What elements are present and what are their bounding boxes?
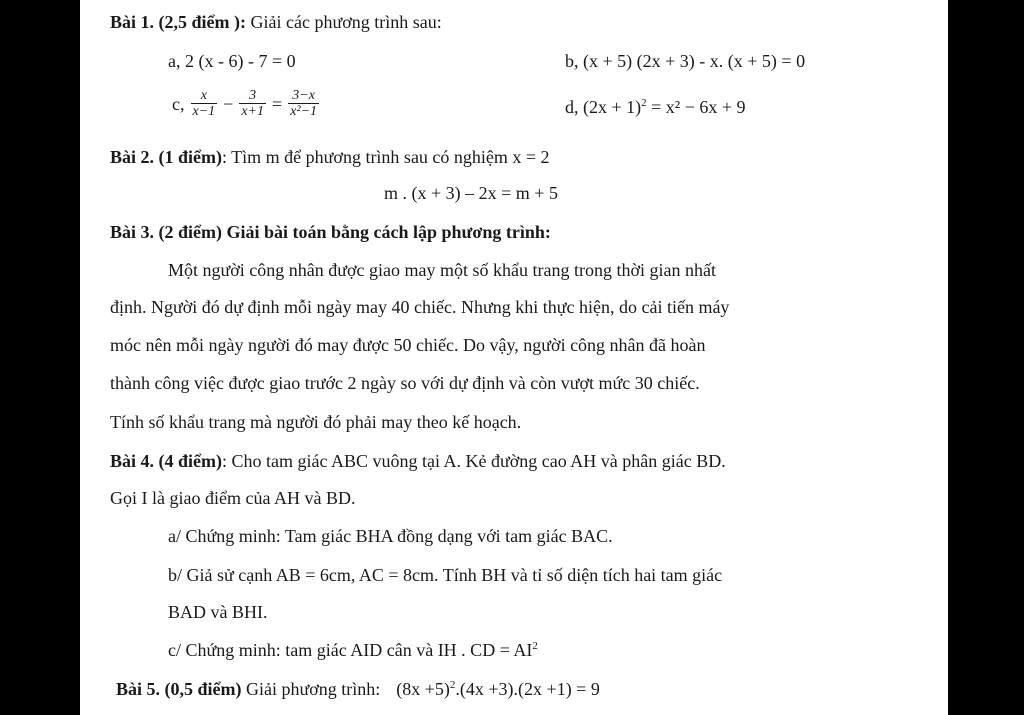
bai3-line-4: thành công việc được giao trước 2 ngày so với dự định và còn vượt mức 30 chiếc. xyxy=(110,373,700,393)
bai1-c xyxy=(168,82,321,124)
bai5-eq-part-a: (8x +5) xyxy=(396,679,450,699)
bai3-heading: Bài 3. (2 điểm) Giải bài toán bằng cách lập phương trình: xyxy=(110,222,551,242)
bai5-eq-part-b: .(4x +3).(2x +1) = 9 xyxy=(455,679,600,699)
bai5-heading: Bài 5. (0,5 điểm) xyxy=(116,679,242,699)
fraction-1-numerator: x xyxy=(200,88,207,104)
bai4-line-1 xyxy=(110,449,726,473)
bai4-text: : Cho tam giác ABC vuông tại A. Kẻ đường cao AH và phân giác BD. xyxy=(222,451,726,471)
bai2-equation: m . (x + 3) – 2x = m + 5 xyxy=(384,183,558,203)
bai1-c-label: c, xyxy=(172,93,185,114)
bai3-line-2: định. Người đó dự định mỗi ngày may 40 chiếc. Nhưng khi thực hiện, do cải tiến máy xyxy=(110,297,730,317)
bai3-line-5: Tính số khẩu trang mà người đó phải may theo kế hoạch. xyxy=(110,412,522,432)
bai4-line-2: Gọi I là giao điểm của AH và BD. xyxy=(110,488,356,508)
bai3-line-3: móc nên mỗi ngày người đó may được 50 chiếc. Do vậy, người công nhân đã hoàn xyxy=(110,335,706,355)
bai1-line xyxy=(110,10,442,34)
bai1-d-lhs: d, (2x + 1) xyxy=(565,97,642,117)
document-page xyxy=(80,0,948,715)
bai4-c-text: c/ Chứng minh: tam giác AID cân và IH . CD = AI xyxy=(168,640,533,660)
fraction-3 xyxy=(288,88,319,119)
bai4-c-exponent: 2 xyxy=(532,640,538,652)
bai1-a: a, 2 (x - 6) - 7 = 0 xyxy=(168,51,296,71)
bai5-equation xyxy=(396,679,600,699)
bai2-text: : Tìm m để phương trình sau có nghiệm x = 2 xyxy=(222,147,550,167)
bai4-heading: Bài 4. (4 điểm) xyxy=(110,451,222,471)
bai5-line xyxy=(116,677,600,701)
bai2-heading: Bài 2. (1 điểm) xyxy=(110,147,222,167)
fraction-1-denominator: x−1 xyxy=(192,104,216,120)
bai1-d-rhs: = x² − 6x + 9 xyxy=(646,97,746,117)
bai5-text: Giải phương trình: xyxy=(241,679,381,699)
bai1-text: Giải các phương trình sau: xyxy=(245,12,442,32)
bai4-a: a/ Chứng minh: Tam giác BHA đồng dạng với tam giác BAC. xyxy=(168,526,613,546)
bai1-heading: Bài 1. (2,5 điểm ): xyxy=(110,12,246,32)
minus-sign: − xyxy=(223,93,234,114)
fraction-2 xyxy=(239,88,266,119)
equals-sign: = xyxy=(272,93,283,114)
bai5-exponent: 2 xyxy=(449,679,456,691)
bai4-b-line-2: BAD và BHI. xyxy=(168,602,268,622)
fraction-3-numerator: 3−x xyxy=(292,88,315,104)
bai4-c xyxy=(168,638,538,662)
bai2-line xyxy=(110,145,550,169)
fraction-1 xyxy=(191,88,218,119)
fraction-3-denominator: x²−1 xyxy=(290,104,318,120)
bai4-b-line-1: b/ Giả sử cạnh AB = 6cm, AC = 8cm. Tính BH và tỉ số diện tích hai tam giác xyxy=(168,565,723,585)
bai1-b: b, (x + 5) (2x + 3) - x. (x + 5) = 0 xyxy=(565,51,806,71)
bai1-d xyxy=(565,95,746,119)
fraction-2-numerator: 3 xyxy=(249,88,257,104)
bai1-d-exponent: 2 xyxy=(641,97,647,109)
fraction-2-denominator: x+1 xyxy=(241,104,264,120)
bai3-line-1: Một người công nhân được giao may một số khẩu trang trong thời gian nhất xyxy=(168,260,716,280)
